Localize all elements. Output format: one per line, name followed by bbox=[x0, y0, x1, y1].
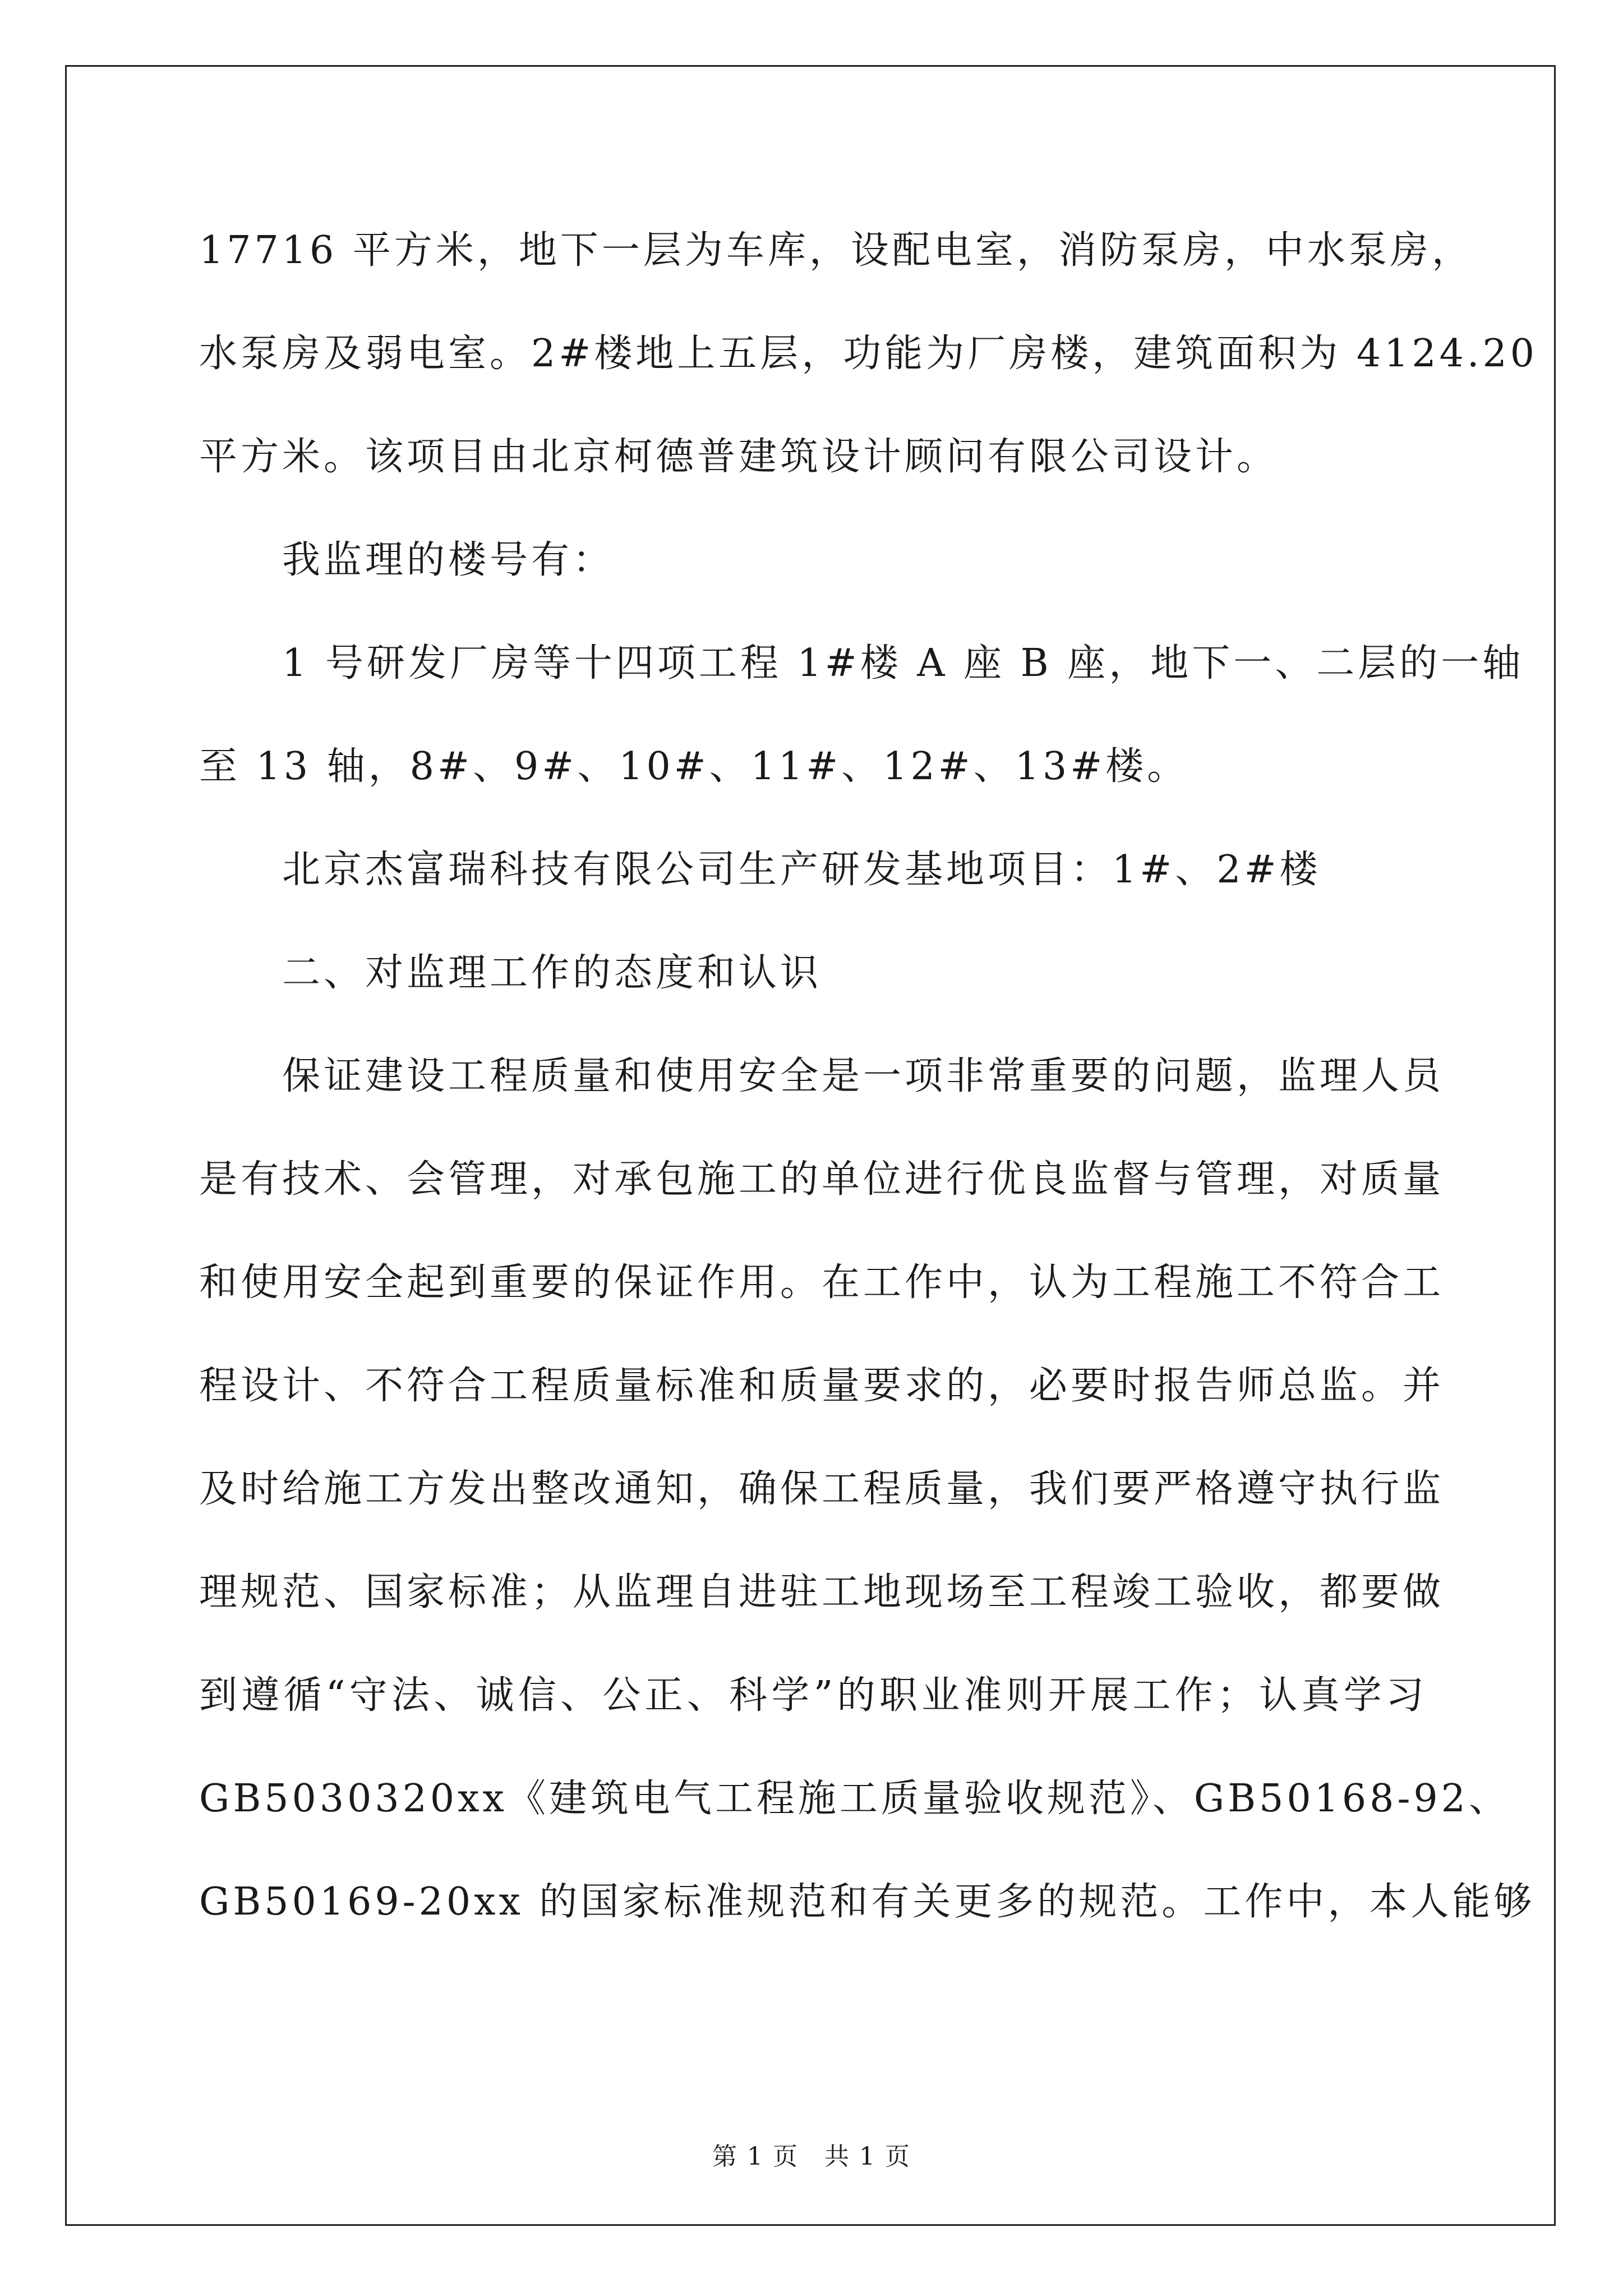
body-line: 17716 平方米，地下一层为车库，设配电室，消防泵房，中水泵房， bbox=[199, 228, 1473, 273]
body-line: 我监理的楼号有： bbox=[282, 538, 615, 582]
body-line: 平方米。该项目由北京柯德普建筑设计顾问有限公司设计。 bbox=[199, 435, 1279, 479]
body-line: 是有技术、会管理，对承包施工的单位进行优良监督与管理，对质量 bbox=[199, 1157, 1445, 1202]
body-line: GB50169-20xx 的国家标准规范和有关更多的规范。工作中，本人能够 bbox=[199, 1880, 1536, 1924]
page-footer: 第 1 页 共 1 页 bbox=[712, 2142, 911, 2171]
body-line: 保证建设工程质量和使用安全是一项非常重要的问题，监理人员 bbox=[282, 1054, 1445, 1098]
body-line: 北京杰富瑞科技有限公司生产研发基地项目：1#、2#楼 bbox=[282, 848, 1321, 892]
document-body bbox=[199, 199, 1538, 1954]
body-line: 理规范、国家标准；从监理自进驻工地现场至工程竣工验收，都要做 bbox=[199, 1570, 1445, 1614]
body-line: 和使用安全起到重要的保证作用。在工作中，认为工程施工不符合工 bbox=[199, 1260, 1445, 1305]
body-line: 1 号研发厂房等十四项工程 1#楼 A 座 B 座，地下一、二层的一轴 bbox=[282, 641, 1524, 685]
body-line: GB5030320xx《建筑电气工程施工质量验收规范》、GB50168-92、 bbox=[199, 1777, 1510, 1821]
body-line: 至 13 轴，8#、9#、10#、11#、12#、13#楼。 bbox=[199, 744, 1189, 789]
body-line: 程设计、不符合工程质量标准和质量要求的，必要时报告师总监。并 bbox=[199, 1364, 1445, 1408]
section-heading: 二、对监理工作的态度和认识 bbox=[282, 951, 822, 995]
body-line: 及时给施工方发出整改通知，确保工程质量，我们要严格遵守执行监 bbox=[199, 1467, 1445, 1511]
body-line: 到遵循“守法、诚信、公正、科学”的职业准则开展工作；认真学习 bbox=[199, 1673, 1427, 1718]
body-line: 水泵房及弱电室。2#楼地上五层，功能为厂房楼，建筑面积为 4124.20 bbox=[199, 332, 1538, 376]
